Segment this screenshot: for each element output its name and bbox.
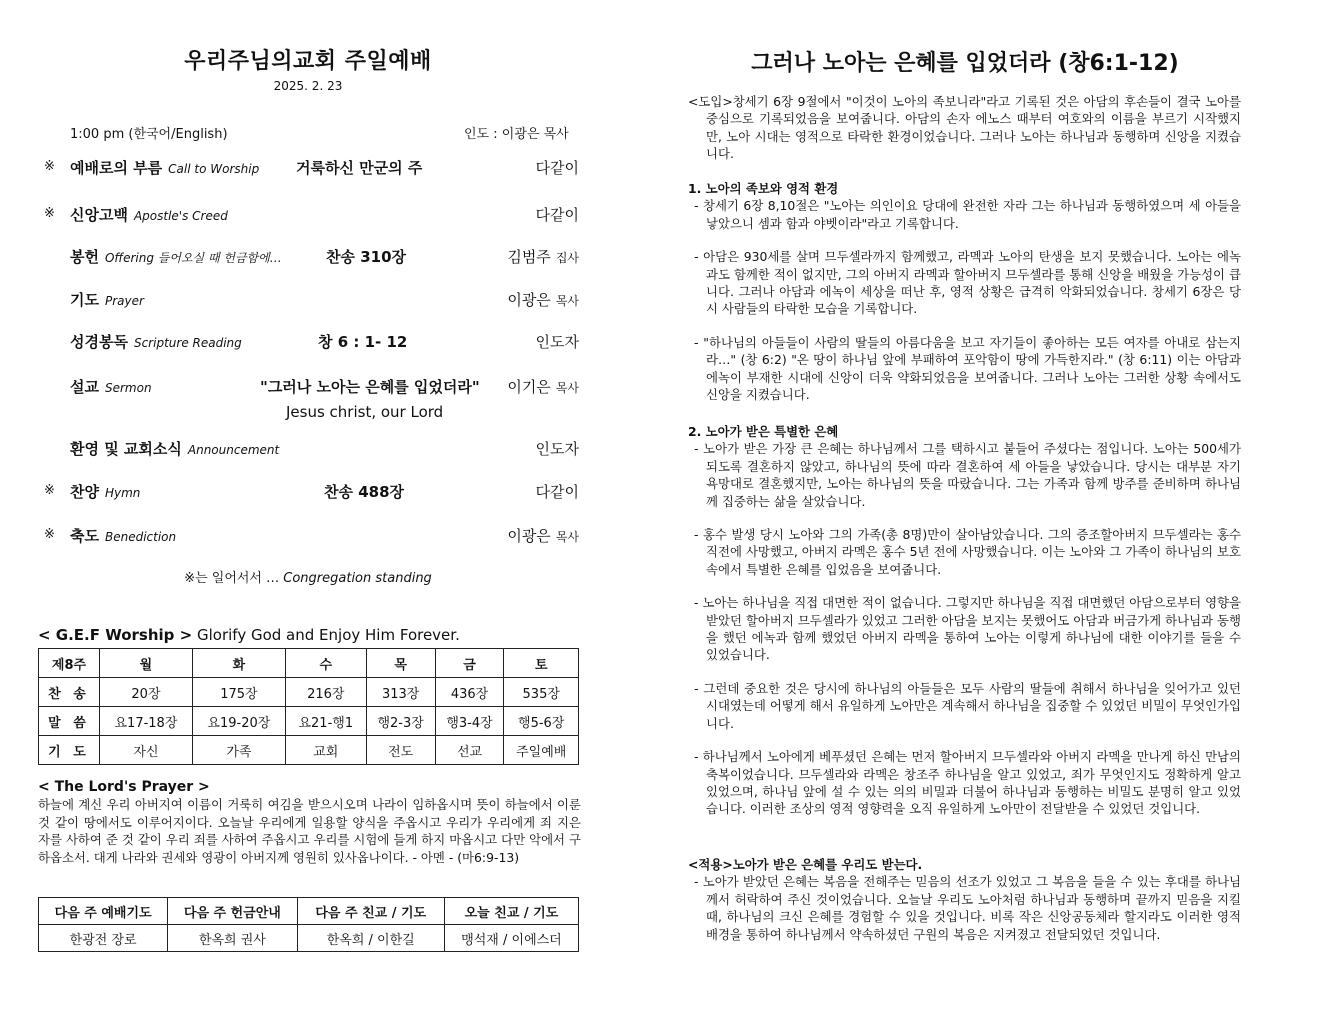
gef-header-cell: 제8주 <box>39 649 100 678</box>
gef-cell: 자신 <box>100 736 193 765</box>
gef-title <box>38 626 460 644</box>
order-item-detail: 창 6 : 1- 12 <box>318 333 408 351</box>
order-item-detail: "그러나 노아는 은혜를 입었더라" <box>260 378 480 396</box>
gef-row-label: 말 씀 <box>39 707 100 736</box>
gef-cell: 전도 <box>366 736 435 765</box>
order-item-person <box>507 376 579 397</box>
order-item-english: Announcement <box>187 443 280 457</box>
order-item-korean: 봉헌 <box>70 248 99 266</box>
order-item-name <box>70 376 152 397</box>
service-leader: 인도 : 이광은 목사 <box>464 127 569 142</box>
gef-header-cell: 수 <box>285 649 366 678</box>
order-item-person <box>536 481 579 502</box>
order-item-person-name: 다같이 <box>535 483 579 501</box>
sermon-intro <box>688 93 1241 163</box>
duty-cell: 맹석재 / 이에스더 <box>444 925 578 952</box>
gef-header-cell: 금 <box>435 649 504 678</box>
order-item-person-name: 이광은 <box>507 527 551 545</box>
gef-cell: 535장 <box>504 678 579 707</box>
order-item <box>44 331 579 355</box>
standing-note-en: Congregation standing <box>283 571 432 586</box>
gef-title-motto: Glorify God and Enjoy Him Forever. <box>197 626 460 644</box>
standing-mark: ※ <box>44 206 55 221</box>
order-item-person <box>507 289 579 310</box>
order-item-person-name: 다같이 <box>535 159 579 177</box>
order-item-english: Call to Worship <box>168 162 260 176</box>
gef-row <box>39 707 579 736</box>
gef-schedule-table <box>38 648 579 765</box>
sermon-paragraph: - 홍수 발생 당시 노아와 그의 가족(총 8명)만이 살아남았습니다. 그의 증조할아버지 므두셀라는 홍수 직전에 사망했고, 아버지 라멕은 홍수 5년 전에 사망했습니다. 이는 노아와 그 가족이 하나님의 보호 속에서 특별한 은혜를 입었음을 보여줍니다. <box>694 527 1241 577</box>
order-item-name <box>70 289 144 310</box>
section-2 <box>688 423 1241 818</box>
order-item-detail: 찬송 310장 <box>326 248 407 266</box>
intro-paragraph: <도입>창세기 6장 9절에서 "이것이 노아의 족보니라"라고 기록된 것은 아담의 후손들이 결국 노아를 중심으로 기록되었음을 보여줍니다. 아담의 손자 에노스 때부터 여호와의 이름을 부르기 시작했지만, 노아 시대는 영적으로 타락한 환경이었습니다. 그러나 노아는 하나님과 동행하며 신앙을 지켰습니다. <box>688 94 1241 162</box>
duty-header-cell: 다음 주 친교 / 기도 <box>297 898 444 925</box>
gef-cell: 선교 <box>435 736 504 765</box>
standing-mark: ※ <box>44 483 55 498</box>
order-item-person <box>507 525 579 546</box>
order-item-person-name: 이광은 <box>507 291 551 309</box>
gef-cell: 요17-18장 <box>100 707 193 736</box>
order-item-person-title: 목사 <box>555 381 579 395</box>
application <box>688 856 1241 943</box>
gef-cell: 20장 <box>100 678 193 707</box>
gef-header-cell: 월 <box>100 649 193 678</box>
section-1-title: 1. 노아의 족보와 영적 환경 <box>688 181 839 196</box>
duty-table <box>38 897 579 952</box>
order-item-person-name: 이기은 <box>507 378 551 396</box>
lords-prayer-title: < The Lord's Prayer > <box>38 779 210 795</box>
lords-prayer-text: 하늘에 계신 우리 아버지여 이름이 거룩히 여김을 받으시오며 나라이 임하옵시며 뜻이 하늘에서 이룬 것 같이 땅에서도 이루어지이다. 오늘날 우리에게 일용할 양식을 주옵시고 우리가 우리에게 죄 지은 자를 사하여 준 것 같이 우리 죄를 사하여 주옵시고 우리를 시험에 들게 하지 마옵시고 다만 악에서 구하옵소서. 대게 나라와 권세와 영광이 아버지께 영원히 있사옵나이다. - 아멘 - (마6:9-13) <box>38 797 581 865</box>
order-item-korean: 성경봉독 <box>70 333 128 351</box>
order-item-english: Benediction <box>104 530 177 544</box>
gef-title-label: < G.E.F Worship > <box>38 626 193 644</box>
gef-header-cell: 화 <box>192 649 285 678</box>
order-item-detail: 찬송 488장 <box>324 483 405 501</box>
order-item-name <box>70 246 282 267</box>
order-item-person <box>536 157 579 178</box>
gef-cell: 행5-6장 <box>504 707 579 736</box>
order-item-person-name: 김범주 <box>507 248 551 266</box>
gef-cell: 175장 <box>192 678 285 707</box>
order-item <box>44 525 579 549</box>
order-item-name <box>70 331 242 352</box>
gef-cell: 436장 <box>435 678 504 707</box>
order-item <box>44 376 579 400</box>
order-item-english: Offering 들어오실 때 헌금함에… <box>104 251 282 265</box>
gef-header-cell: 목 <box>366 649 435 678</box>
order-item-detail: 거룩하신 만군의 주 <box>296 159 423 177</box>
gef-cell: 요21-행1 <box>285 707 366 736</box>
sermon-paragraph: - "하나님의 아들들이 사람의 딸들의 아름다움을 보고 자기들이 좋아하는 모든 여자를 아내로 삼는지라…" (창 6:2) "온 땅이 하나님 앞에 부패하여 포악함이 땅에 가득한지라." (창 6:11) 이는 아담과 에녹이 부재한 시대에 신앙이 더욱 약화되었음을 보여줍니다. 그러나 노아는 그러한 상황 속에서도 신앙을 지켰습니다. <box>694 334 1241 403</box>
order-item-english: Sermon <box>104 381 152 395</box>
application-title: <적용>노아가 받은 은혜를 우리도 받는다. <box>688 857 923 872</box>
sermon-paragraph: - 창세기 6장 8,10절은 "노아는 의인이요 당대에 완전한 자라 그는 하나님과 동행하였으며 세 아들을 낳았으니 셈과 함과 야벳이라"라고 기록합니다. <box>694 198 1241 231</box>
duty-header-cell: 다음 주 예배기도 <box>39 898 168 925</box>
order-item <box>44 438 579 462</box>
order-item <box>44 157 579 181</box>
order-item <box>44 204 579 228</box>
gef-cell: 요19-20장 <box>192 707 285 736</box>
order-item-person <box>536 204 579 225</box>
order-item-name <box>70 481 140 502</box>
order-item-name <box>70 157 259 178</box>
order-item <box>44 246 579 270</box>
order-item-person-title: 목사 <box>555 530 579 544</box>
sermon-paragraph: - 그런데 중요한 것은 당시에 하나님의 아들들은 모두 사람의 딸들에 취해서 하나님을 잊어가고 있던 시대였는데 어떻게 해서 유일하게 노아만은 계속해서 하나님을 집중할 수 있었던 비밀이 무엇인가입니다. <box>694 680 1241 731</box>
order-item-korean: 기도 <box>70 291 99 309</box>
order-item-person-name: 인도자 <box>535 440 579 458</box>
duty-cell: 한옥희 권사 <box>168 925 297 952</box>
order-item-person-name: 다같이 <box>535 206 579 224</box>
order-item-person-title: 목사 <box>555 294 579 308</box>
service-time: 1:00 pm (한국어/English) <box>70 127 228 142</box>
order-item-person-title: 집사 <box>555 251 579 265</box>
standing-note <box>38 567 578 586</box>
gef-cell: 행3-4장 <box>435 707 504 736</box>
gef-cell: 313장 <box>366 678 435 707</box>
order-item-name <box>70 204 228 225</box>
gef-cell: 주일예배 <box>504 736 579 765</box>
gef-cell: 행2-3장 <box>366 707 435 736</box>
duty-header-cell: 오늘 친교 / 기도 <box>444 898 578 925</box>
gef-header-cell: 토 <box>504 649 579 678</box>
duty-cell: 한광전 장로 <box>39 925 168 952</box>
order-item-korean: 예배로의 부름 <box>70 159 163 177</box>
standing-note-ko: ※는 일어서서 … <box>184 571 280 586</box>
duty-cell: 한옥희 / 이한길 <box>297 925 444 952</box>
gef-row <box>39 678 579 707</box>
order-item-english: Scripture Reading <box>133 336 242 350</box>
order-item-person <box>507 246 579 267</box>
gef-row <box>39 736 579 765</box>
sermon-paragraph: - 하나님께서 노아에게 베푸셨던 은혜는 먼저 할아버지 므두셀라와 아버지 라멕을 만나게 하신 만남의 축복이었습니다. 므두셀라와 라멕은 창조주 하나님을 알고 있었고, 죄가 무엇인지도 정확하게 알고 있었으며, 하나님 앞에 설 수 있는 의의 비밀과 더불어 하나님과 동행하는 비밀도 분명히 알고 있었습니다. 이러한 조상의 영적 영향력을 오직 유일하게 노아만이 전달받을 수 있었던 것입니다. <box>694 749 1241 817</box>
gef-cell: 교회 <box>285 736 366 765</box>
order-item-english: Prayer <box>104 294 144 308</box>
order-item-korean: 축도 <box>70 527 99 545</box>
standing-mark: ※ <box>44 159 55 174</box>
order-item-name <box>70 438 279 459</box>
bulletin-title: 우리주님의교회 주일예배 <box>184 49 432 74</box>
sermon-paragraph: - 노아는 하나님을 직접 대면한 적이 없습니다. 그렇지만 하나님을 직접 대면했던 아담으로부터 영향을 받았던 할아버지 므두셀라가 있었고 그러한 아담을 보지는 못했어도 아담과 버금가게 하나님과 동행을 했던 에녹과 함께 했었던 아버지 라멕을 통하여 노아는 이렇게 하나님에 대한 이야기를 들을 수 있었습니다. <box>694 595 1241 663</box>
section-2-title: 2. 노아가 받은 특별한 은혜 <box>688 424 839 439</box>
duty-header-cell: 다음 주 헌금안내 <box>168 898 297 925</box>
order-item-name <box>70 525 176 546</box>
order-item-korean: 신앙고백 <box>70 206 128 224</box>
section-1 <box>688 180 1241 403</box>
order-item-english: Hymn <box>104 486 141 500</box>
gef-row-label: 찬 송 <box>39 678 100 707</box>
sermon-title: 그러나 노아는 은혜를 입었더라 (창6:1-12) <box>751 51 1179 76</box>
gef-cell: 216장 <box>285 678 366 707</box>
sermon-paragraph: - 노아가 받았던 은혜는 복음을 전해주는 믿음의 선조가 있었고 그 복음을 들을 수 있는 후대를 하나님께서 허락하여 주신 것이었습니다. 오늘날 우리도 노아처럼 하나님과 동행하며 끝까지 믿음을 지킬 때, 하나님의 크신 은혜를 경험할 수 있을 것입니다. 비록 작은 신앙공동체라 할지라도 이러한 영적 배경을 통하여 하나님께서 약속하셨던 구원의 복음은 지켜졌고 전달되었던 것입니다. <box>694 874 1241 942</box>
service-date: 2025. 2. 23 <box>273 79 343 93</box>
order-item <box>44 481 579 505</box>
order-item-person <box>536 331 579 352</box>
order-item-korean: 설교 <box>70 378 99 396</box>
gef-row-label: 기 도 <box>39 736 100 765</box>
order-item-korean: 찬양 <box>70 483 99 501</box>
sermon-paragraph: - 아담은 930세를 살며 므두셀라까지 함께했고, 라멕과 노아의 탄생을 보지 못했습니다. 노아는 에녹과도 함께한 적이 없지만, 그의 아버지 라멕과 할아버지 므두셀라를 통해 신앙을 배웠을 가능성이 큽니다. 그러나 아담과 에녹이 세상을 떠난 후, 영적 상황은 급격히 악화되었습니다. 창세기 6장은 당시 사람들의 타락한 모습을 기록합니다. <box>694 249 1241 317</box>
order-item-korean: 환영 및 교회소식 <box>70 440 182 458</box>
standing-mark: ※ <box>44 527 55 542</box>
order-item-person-name: 인도자 <box>535 333 579 351</box>
gef-cell: 가족 <box>192 736 285 765</box>
sermon-subtitle: Jesus christ, our Lord <box>286 403 444 421</box>
order-item <box>44 289 579 313</box>
sermon-paragraph: - 노아가 받은 가장 큰 은혜는 하나님께서 그를 택하시고 붙들어 주셨다는 점입니다. 노아는 500세가 되도록 결혼하지 않았고, 하나님의 뜻에 따라 결혼하여 세 아들을 낳았습니다. 당시는 대부분 자기 욕망대로 결혼했지만, 노아는 하나님의 뜻을 따랐습니다. 그는 가족과 함께 방주를 준비하며 하나님께 집중하는 삶을 살았습니다. <box>694 441 1241 509</box>
order-item-person <box>536 438 579 459</box>
order-item-english: Apostle's Creed <box>133 209 228 223</box>
